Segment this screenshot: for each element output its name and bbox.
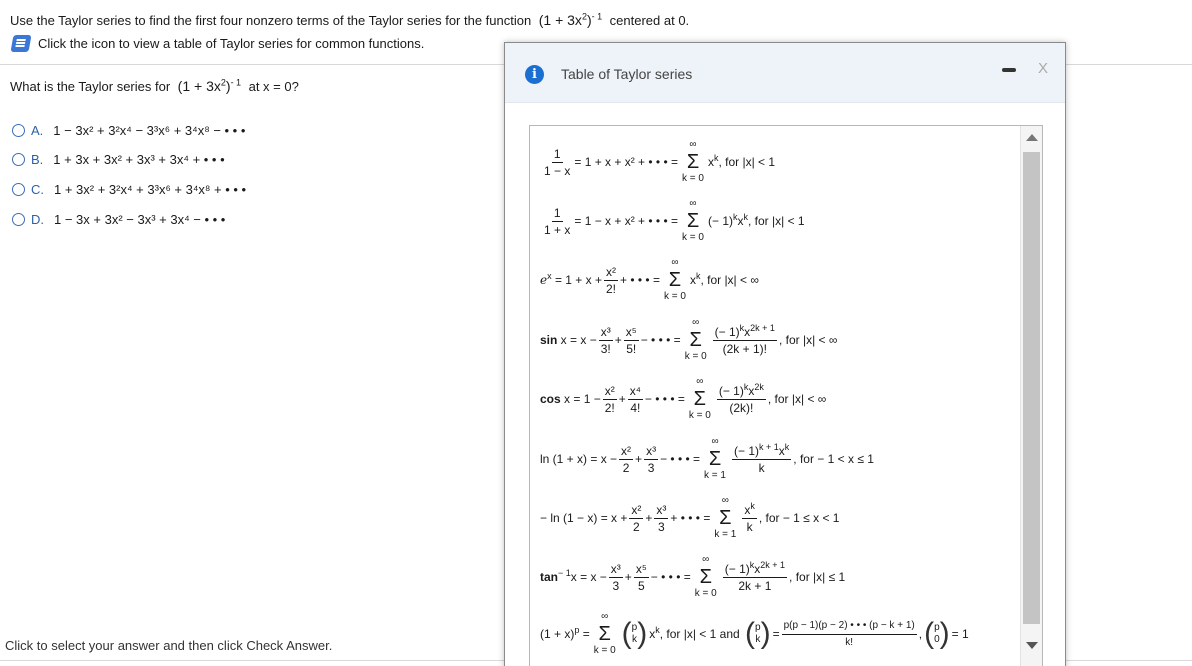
scrollbar[interactable] [1020, 126, 1042, 666]
choice-a[interactable]: A. 1 − 3x² + 3²x⁴ − 3³x⁶ + 3⁴x⁸ − • • • [12, 123, 245, 138]
choice-d[interactable]: D. 1 − 3x + 3x² − 3x³ + 3x⁴ − • • • [12, 212, 225, 227]
dialog-header[interactable] [505, 43, 1065, 103]
series-arctangent: $\tan^{- 1}x = x$ − $\frac{\text{x³}}{3}$ + $\frac{\text{x⁵}}{5}$ − • • • = ∞ Σ k = 0 $\frac{(- 1)^kx^{2k + 1}}{2k + 1}$ , for |x| ≤ 1 [540, 554, 846, 599]
choice-text: 1 − 3x + 3x² − 3x³ + 3x⁴ − • • • [54, 212, 226, 227]
sum-symbol: ∞ Σ k = 0 [593, 611, 616, 656]
scroll-up-arrow-icon[interactable] [1026, 134, 1038, 141]
binomial-coefficient: ( p k ) [621, 617, 648, 650]
series-sine: sin x = x − $\frac{\text{x³}}{3!}$ + $\frac{\text{x⁵}}{5!}$ − • • • = ∞ Σ k = 0 $\frac{(- 1)^kx^{2k + 1}}{(2k + 1)!}$ , for |x| < ∞ [540, 317, 838, 362]
function-expression: $(1 + 3x^2)^{- 1}$ [177, 77, 242, 94]
question-instruction [10, 12, 689, 28]
choice-text: 1 + 3x + 3x² + 3x³ + 3x⁴ + • • • [53, 152, 225, 167]
sum-symbol: ∞ Σ k = 0 [688, 376, 711, 421]
instruction-text: Use the Taylor series to find the first four nonzero terms of the Taylor series for the function [10, 13, 532, 28]
sum-symbol: ∞ Σ k = 1 [714, 495, 737, 540]
sum-symbol: ∞ Σ k = 0 [682, 139, 704, 184]
info-icon: i [525, 65, 544, 84]
sum-symbol: ∞ Σ k = 0 [684, 317, 707, 362]
minimize-button[interactable] [1002, 68, 1016, 72]
series-cosine: cos x = 1 − $\frac{\text{x²}}{2!}$ + $\frac{\text{x⁴}}{4!}$ − • • • = ∞ Σ k = 0 $\frac{(- 1)^kx^{2k}}{(2k)!}$ , for |x| < ∞ [540, 376, 827, 421]
binomial-coefficient: ( p 0 ) [924, 617, 950, 650]
sum-symbol: ∞ Σ k = 0 [663, 257, 686, 302]
series-geometric: $\frac{1}{1 - x}$ = 1 + x + x² + • • • = ∞ Σ k = 0 $x^k$ , for |x| < 1 [544, 139, 776, 184]
dialog-title: Table of Taylor series [561, 66, 693, 82]
book-icon[interactable] [11, 35, 32, 52]
scroll-thumb[interactable] [1023, 152, 1040, 624]
footer-hint: Click to select your answer and then click Check Answer. [5, 638, 333, 653]
scroll-down-arrow-icon[interactable] [1026, 642, 1038, 649]
taylor-series-table [529, 125, 1043, 666]
radio-button[interactable] [12, 213, 25, 226]
radio-button[interactable] [12, 153, 25, 166]
radio-button[interactable] [12, 124, 25, 137]
question-prompt: What is the Taylor series for $(1 + 3x^2)^{- 1}$ at x = 0? [10, 77, 299, 94]
series-log-minus: − ln (1 − x) = x + $\frac{\text{x²}}{2}$ + $\frac{\text{x³}}{3}$ + • • • = ∞ Σ k = 1 $\frac{x^k}{k}$ , for − 1 ≤ x < 1 [540, 495, 840, 540]
taylor-table-dialog [504, 42, 1066, 666]
table-link-row[interactable] [12, 35, 424, 52]
sum-symbol: ∞ Σ k = 0 [682, 198, 704, 243]
choice-b[interactable]: B. 1 + 3x + 3x² + 3x³ + 3x⁴ + • • • [12, 152, 225, 167]
series-alternating-geometric: $\frac{1}{1 + x}$ = 1 − x + x² + • • • = ∞ Σ k = 0 (− $1)^kx^k$ , for |x| < 1 [544, 198, 805, 243]
instruction-suffix: centered at 0. [609, 13, 690, 28]
series-exponential: $e^x = 1 + x$ + $\frac{\text{x²}}{2!}$ + • • • = ∞ Σ k = 0 $x^k$ , for |x| < ∞ [540, 257, 759, 302]
choice-text: 1 − 3x² + 3²x⁴ − 3³x⁶ + 3⁴x⁸ − • • • [53, 123, 246, 138]
close-button[interactable]: X [1038, 60, 1049, 77]
radio-button[interactable] [12, 183, 25, 196]
series-binomial: $(1 + x)^p$ = ∞ Σ k = 0 ( p k ) $x^k$ , for |x| < 1 and ( p k ) = $\frac{p(p - 1)(p - 2) • • • (p - k + 1)}{k!}$ , ( p 0 ) = 1 [540, 611, 969, 656]
choice-c[interactable]: C. 1 + 3x² + 3²x⁴ + 3³x⁶ + 3⁴x⁸ + • • • [12, 182, 246, 197]
table-link-text[interactable]: Click the icon to view a table of Taylor series for common functions. [38, 36, 425, 51]
choice-text: 1 + 3x² + 3²x⁴ + 3³x⁶ + 3⁴x⁸ + • • • [54, 182, 247, 197]
series-log-plus: ln (1 + x) = x − $\frac{\text{x²}}{2}$ + $\frac{\text{x³}}{3}$ − • • • = ∞ Σ k = 1 $\frac{(- 1)^{k + 1}x^k}{k}$ , for − 1 < x ≤ 1 [540, 436, 874, 481]
sum-symbol: ∞ Σ k = 1 [704, 436, 726, 481]
binomial-coefficient: ( p k ) [745, 617, 771, 650]
sum-symbol: ∞ Σ k = 0 [694, 554, 717, 599]
function-expression: $(1 + 3x^2)^{- 1}$ [538, 11, 603, 28]
